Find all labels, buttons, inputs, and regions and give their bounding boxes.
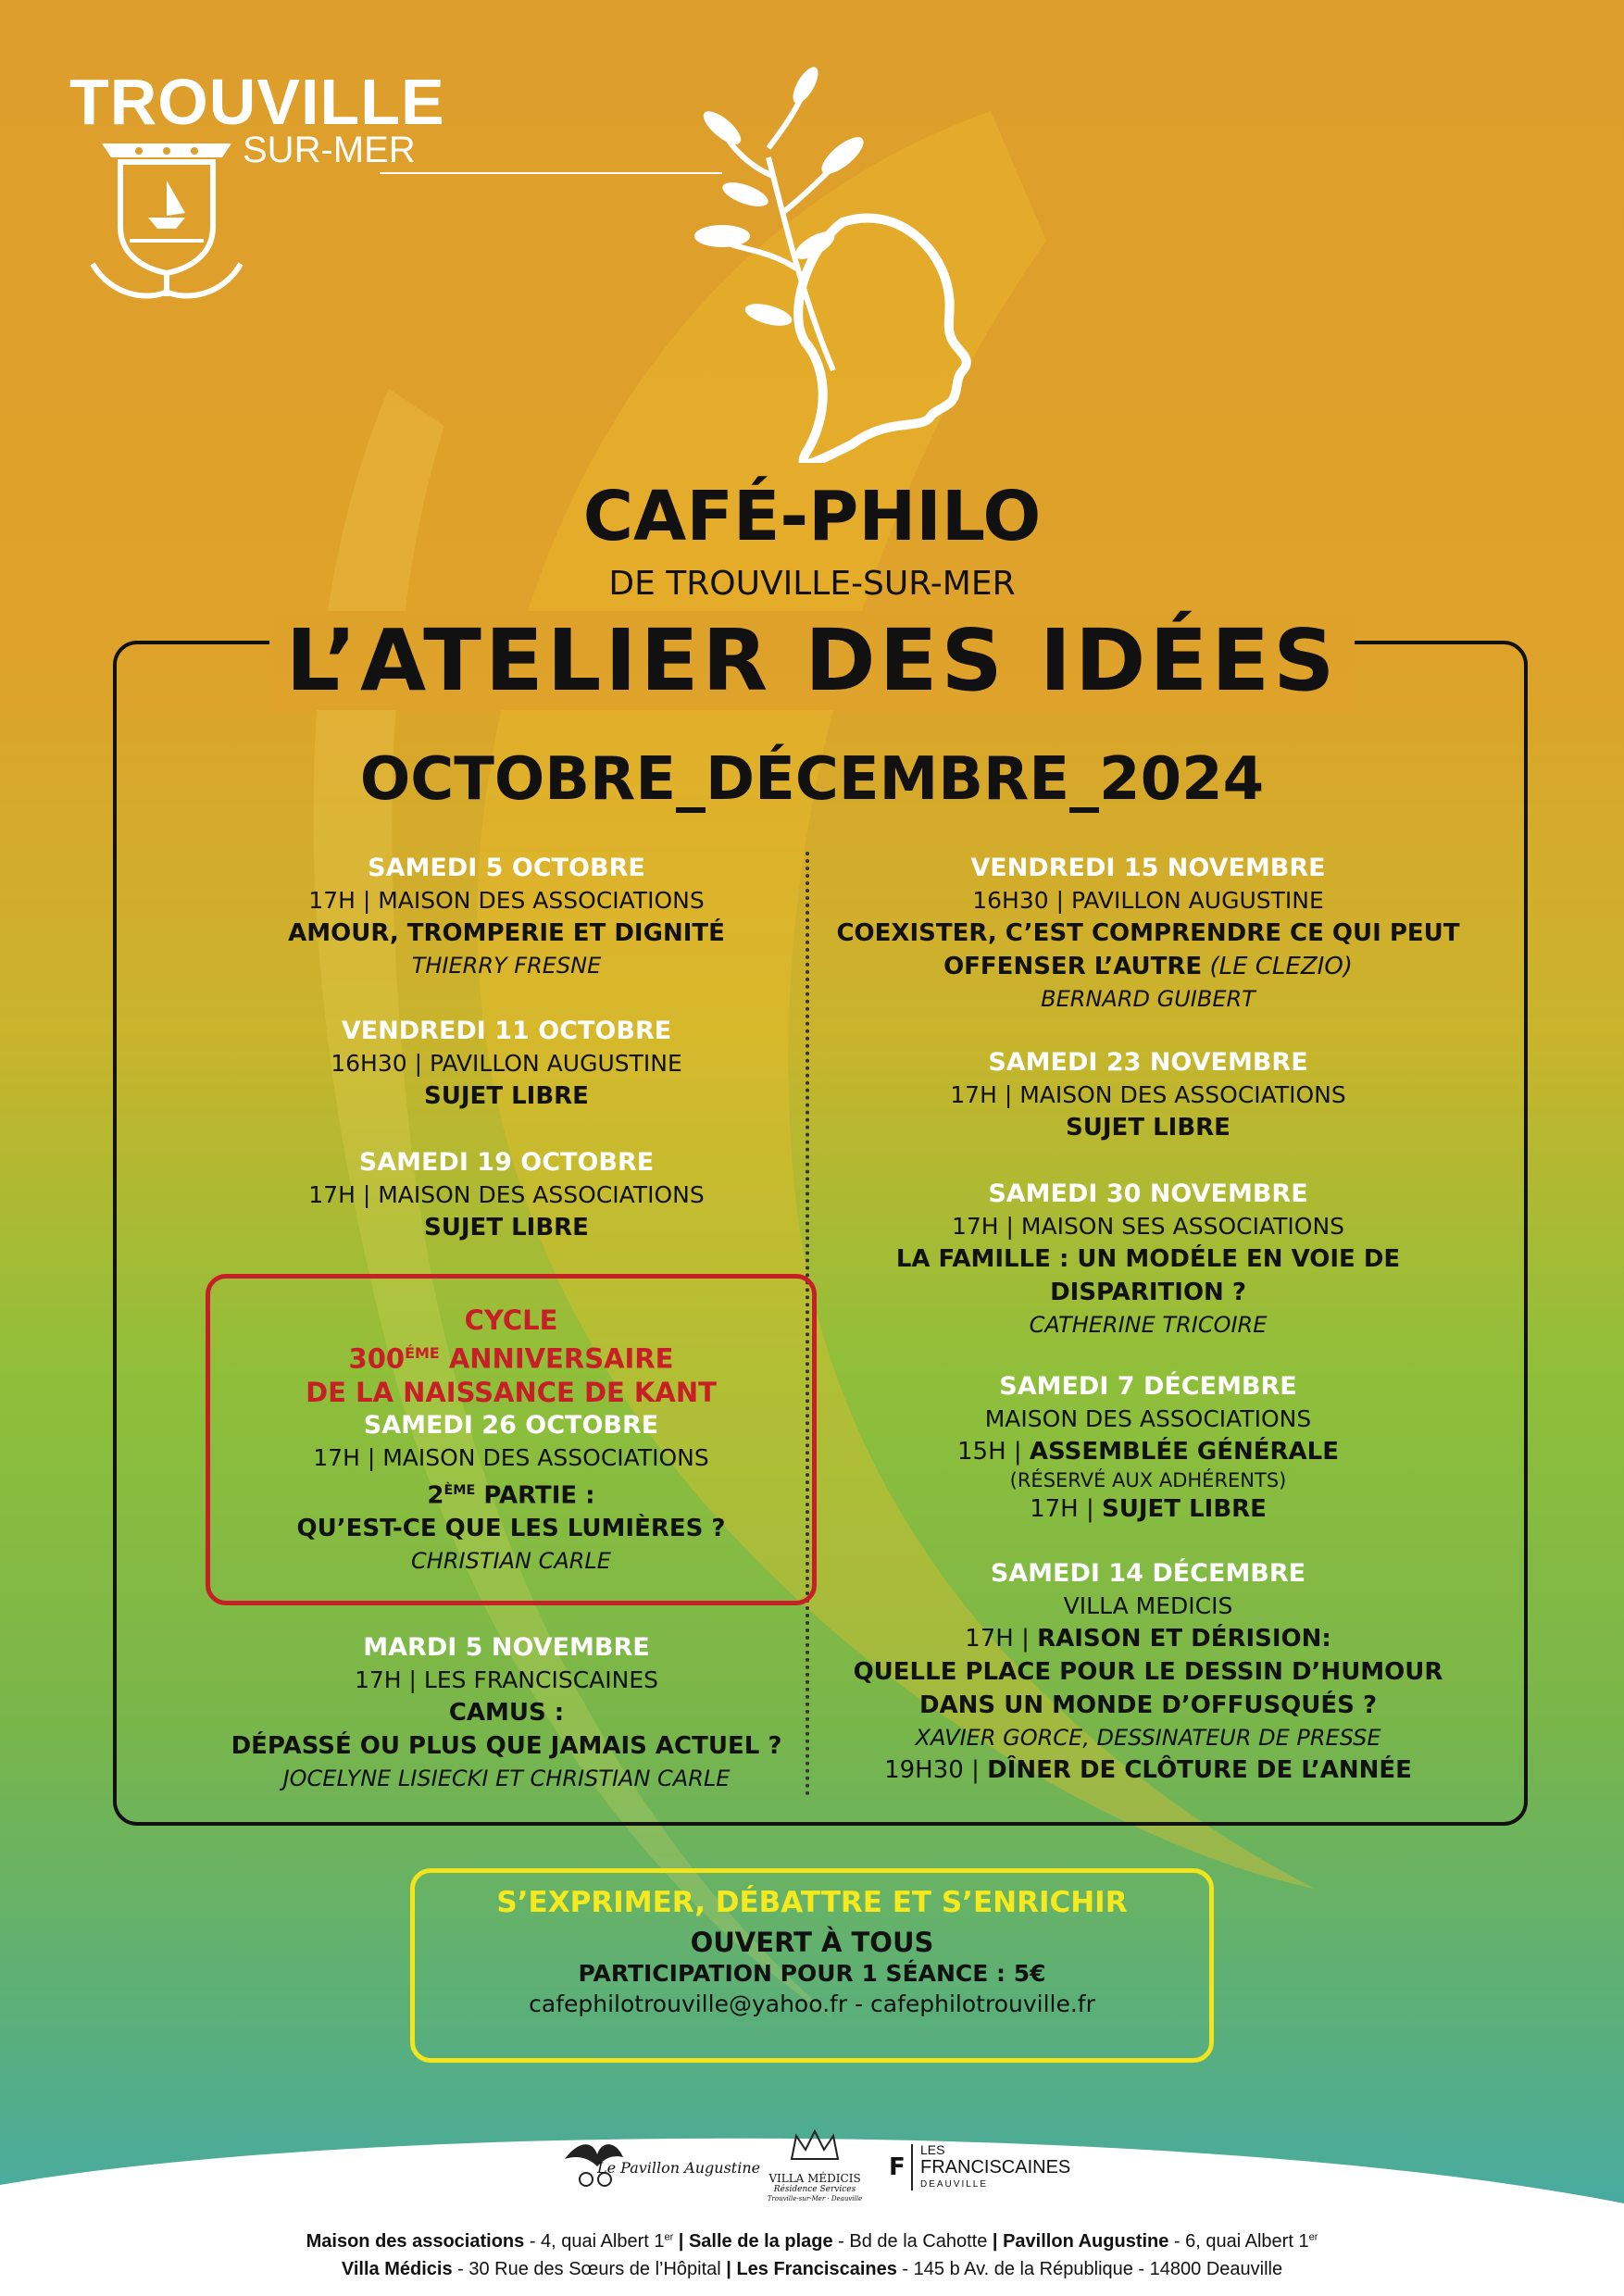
villa-subtitle: Résidence Services — [773, 2185, 856, 2194]
price: PARTICIPATION POUR 1 SÉANCE : 5€ — [578, 1960, 1046, 1987]
part-text: PARTIE : — [475, 1481, 595, 1510]
kant-birth-label: DE LA NAISSANCE DE KANT — [306, 1376, 717, 1408]
footer-separator: | — [987, 2231, 1004, 2252]
franciscaines-city: DEAUVILLE — [920, 2179, 989, 2190]
event-place: MAISON DES ASSOCIATIONS — [984, 1405, 1312, 1432]
anniversary-number: 300 — [348, 1342, 406, 1375]
event-topic-2: DÉPASSÉ OU PLUS QUE JAMAIS ACTUEL ? — [231, 1732, 782, 1760]
event-place: 17H | MAISON DES ASSOCIATIONS — [313, 1443, 709, 1471]
event-topic — [815, 1435, 1481, 1468]
footer-venue-4: Villa Médicis — [341, 2259, 453, 2279]
event-oct26 — [206, 1304, 817, 1577]
villa-subtitle-2: Trouville-sur-Mer · Deauville — [767, 2195, 863, 2202]
pavillon-augustine-logo — [551, 2131, 761, 2205]
event-time: 17H | — [965, 1625, 1038, 1653]
event-time-2: 17H | — [1030, 1495, 1103, 1523]
event-nov5 — [206, 1631, 807, 1794]
period: OCTOBRE_DÉCEMBRE_2024 — [359, 745, 1265, 814]
anniversary-text: ANNIVERSAIRE — [439, 1342, 674, 1375]
headline — [0, 611, 1624, 710]
event-place: 17H | MAISON SES ASSOCIATIONS — [951, 1213, 1345, 1240]
franciscaines-logo — [889, 2140, 1074, 2205]
event-topic-3: DANS UN MONDE D’OFFUSQUÉS ? — [918, 1691, 1378, 1719]
anniversary-suffix: ÉME — [405, 1344, 440, 1362]
event-topic-2-author: (LE CLEZIO) — [1202, 953, 1353, 980]
slogan: S’EXPRIMER, DÉBATTRE ET S’ENRICHIR — [496, 1886, 1128, 1919]
event-place: 16H30 | PAVILLON AUGUSTINE — [331, 1050, 682, 1077]
event-topic-2-text: SUJET LIBRE — [1102, 1495, 1267, 1523]
event-time: 15H | — [956, 1438, 1030, 1466]
event-place: 16H30 | PAVILLON AUGUSTINE — [972, 887, 1324, 914]
event-time-2: 19H30 | — [884, 1756, 988, 1784]
franciscaines-name: FRANCISCAINES — [920, 2157, 1071, 2177]
footer-venue-3-sup: er — [1308, 2231, 1318, 2243]
event-topic: QU’EST-CE QUE LES LUMIÈRES ? — [296, 1515, 726, 1543]
event-topic-2 — [815, 950, 1481, 983]
event-topic — [815, 1622, 1481, 1655]
city-logo-sub: SUR-MER — [243, 130, 416, 170]
footer-venue-2: Salle de la plage — [688, 2231, 833, 2252]
event-nov30 — [815, 1178, 1481, 1341]
footer-line-2 — [0, 2259, 1624, 2280]
event-topic: SUJET LIBRE — [424, 1214, 589, 1242]
event-place: 17H | MAISON DES ASSOCIATIONS — [308, 887, 705, 914]
info-box — [410, 1868, 1214, 2063]
event-date: SAMEDI 7 DÉCEMBRE — [999, 1372, 1297, 1401]
event-oct19 — [206, 1146, 807, 1244]
event-date: VENDREDI 15 NOVEMBRE — [970, 854, 1326, 882]
franciscaines-bar — [911, 2144, 913, 2190]
event-topic-text: RAISON ET DÉRISION: — [1037, 1625, 1331, 1653]
event-topic-2: QUELLE PLACE POUR LE DESSIN D’HUMOUR — [853, 1658, 1443, 1686]
event-topic: CAMUS : — [448, 1699, 565, 1727]
event-date: MARDI 5 NOVEMBRE — [363, 1633, 650, 1662]
event-date: SAMEDI 26 OCTOBRE — [363, 1410, 659, 1440]
event-place: VILLA MEDICIS — [1063, 1592, 1233, 1619]
event-nov23 — [815, 1046, 1481, 1144]
open-to-all: OUVERT À TOUS — [690, 1927, 934, 1958]
page-subtitle: DE TROUVILLE-SUR-MER — [608, 565, 1016, 603]
event-topic: LA FAMILLE : UN MODÉLE EN VOIE DE — [895, 1245, 1401, 1273]
event-place: 17H | MAISON DES ASSOCIATIONS — [308, 1181, 705, 1208]
event-topic-4-text: DÎNER DE CLÔTURE DE L’ANNÉE — [987, 1756, 1412, 1784]
anchor-crest-icon — [83, 125, 250, 301]
footer-venue-3: Pavillon Augustine — [1003, 2231, 1169, 2252]
headline-text: L’ATELIER DES IDÉES — [269, 611, 1355, 710]
event-oct11 — [206, 1015, 807, 1113]
event-topic: AMOUR, TROMPERIE ET DIGNITÉ — [288, 919, 725, 947]
city-logo-name: TROUVILLE — [69, 66, 445, 138]
event-topic: COEXISTER, C’EST COMPRENDRE CE QUI PEUT — [836, 919, 1460, 947]
event-dec7 — [815, 1370, 1481, 1526]
event-topic-2 — [815, 1492, 1481, 1526]
event-date: SAMEDI 30 NOVEMBRE — [988, 1179, 1308, 1208]
footer-venue-1-address: - 4, quai Albert 1 — [524, 2231, 665, 2252]
contact[interactable]: cafephilotrouville@yahoo.fr - cafephilotrouville.fr — [529, 1990, 1095, 2017]
event-topic-2-text: OFFENSER L’AUTRE — [943, 953, 1203, 980]
event-speaker: BERNARD GUIBERT — [1041, 986, 1255, 1012]
footer-separator: | — [673, 2231, 689, 2252]
event-place: 17H | MAISON DES ASSOCIATIONS — [950, 1081, 1346, 1108]
event-nov15 — [815, 852, 1481, 1015]
event-speaker: XAVIER GORCE, DESSINATEUR DE PRESSE — [915, 1725, 1381, 1751]
footer-venue-5: Les Franciscaines — [736, 2259, 897, 2279]
event-date: SAMEDI 19 OCTOBRE — [358, 1148, 655, 1177]
villa-name: VILLA MÉDICIS — [768, 2172, 861, 2185]
part-suffix: ÈME — [443, 1482, 476, 1498]
pavillon-name: Le Pavillon Augustine — [597, 2159, 761, 2177]
event-topic-2: DISPARITION ? — [1050, 1279, 1246, 1306]
footer-venue-1-sup: er — [664, 2231, 674, 2243]
footer-separator: | — [720, 2259, 737, 2279]
cycle-label: CYCLE — [464, 1304, 558, 1336]
event-oct5 — [206, 852, 807, 981]
footer-venue-3-address: - 6, quai Albert 1 — [1168, 2231, 1309, 2252]
part-number: 2 — [427, 1481, 444, 1510]
page-title: CAFÉ-PHILO — [582, 477, 1042, 556]
event-date: SAMEDI 14 DÉCEMBRE — [990, 1559, 1306, 1588]
event-speaker: CATHERINE TRICOIRE — [1029, 1312, 1268, 1338]
franciscaines-les: LES — [920, 2142, 945, 2157]
event-dec14 — [815, 1557, 1481, 1787]
event-topic: SUJET LIBRE — [1066, 1114, 1230, 1142]
footer-venue-4-address: - 30 Rue des Sœurs de l’Hôpital — [452, 2259, 721, 2279]
footer-venue-5-address: - 145 b Av. de la République - 14800 Deauville — [896, 2259, 1283, 2279]
anniversary-label — [206, 1337, 817, 1376]
event-speaker: THIERRY FRESNE — [411, 953, 602, 979]
footer-line-1 — [0, 2231, 1624, 2252]
event-topic: SUJET LIBRE — [424, 1082, 589, 1110]
event-date: VENDREDI 11 OCTOBRE — [341, 1017, 672, 1045]
event-date: SAMEDI 23 NOVEMBRE — [988, 1048, 1308, 1077]
event-topic-4 — [815, 1753, 1481, 1787]
footer-venue-1: Maison des associations — [306, 2231, 525, 2252]
event-topic-text: ASSEMBLÉE GÉNÉRALE — [1029, 1438, 1340, 1466]
part-label — [206, 1474, 817, 1513]
event-date: SAMEDI 5 OCTOBRE — [368, 854, 645, 882]
event-speaker: CHRISTIAN CARLE — [411, 1548, 611, 1575]
head-branch-icon — [667, 65, 1000, 463]
footer-venue-2-address: - Bd de la Cahotte — [832, 2231, 988, 2252]
event-place: 17H | LES FRANCISCAINES — [354, 1666, 658, 1693]
event-note: (RÉSERVÉ AUX ADHÉRENTS) — [1009, 1469, 1287, 1491]
villa-medicis-logo — [759, 2122, 870, 2215]
event-speaker: JOCELYNE LISIECKI ET CHRISTIAN CARLE — [282, 1766, 731, 1791]
franciscaines-f-icon: F — [889, 2153, 906, 2181]
crown-icon — [782, 2122, 847, 2168]
